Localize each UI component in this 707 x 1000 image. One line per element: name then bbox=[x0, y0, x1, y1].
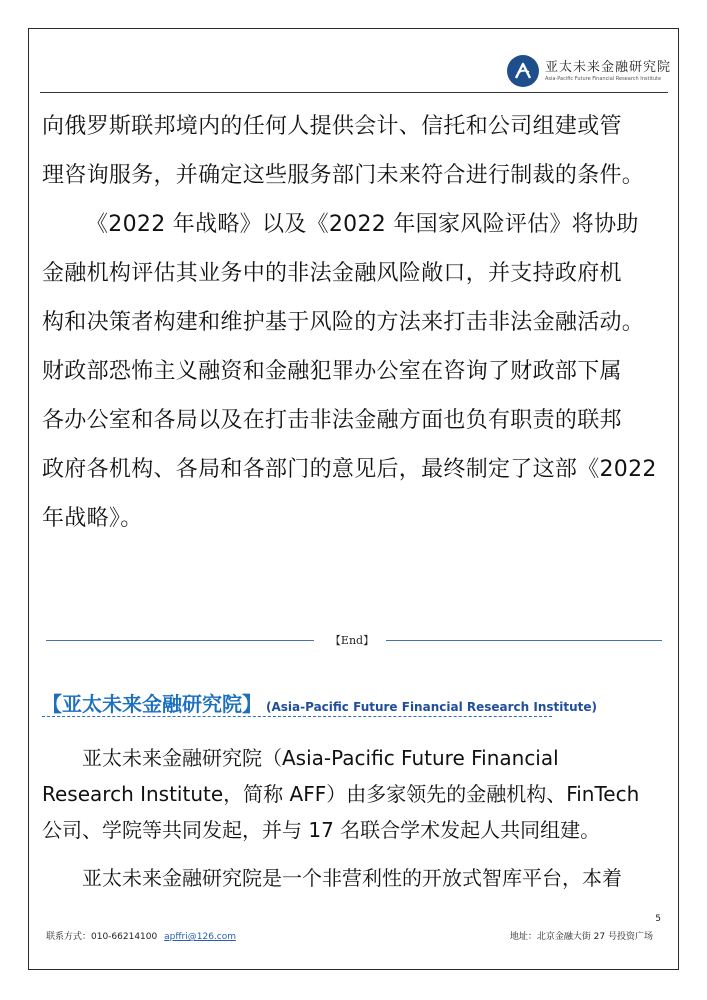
about-title-en: (Asia-Pacific Future Financial Research Institute) bbox=[266, 700, 598, 714]
body-line: 金融机构评估其业务中的非法金融风险敞口，并支持政府机 bbox=[42, 261, 622, 286]
body-text bbox=[42, 102, 666, 543]
page-number: 5 bbox=[655, 914, 661, 924]
footer-address: 地址：北京金融大街 27 号投资广场 bbox=[509, 932, 653, 942]
body-line: 《2022 年战略》以及《2022 年国家风险评估》将协助 bbox=[86, 212, 639, 237]
about-line: 亚太未来金融研究院（Asia-Pacific Future Financial bbox=[82, 746, 559, 770]
end-marker: 【End】 bbox=[329, 634, 375, 647]
about-line: 亚太未来金融研究院是一个非营利性的开放式智库平台，本着 bbox=[82, 866, 622, 890]
footer-contact bbox=[46, 929, 236, 942]
logo-name-cn: 亚太未来金融研究院 bbox=[544, 59, 671, 75]
body-line: 财政部恐怖主义融资和金融犯罪办公室在咨询了财政部下属 bbox=[42, 359, 622, 384]
logo-name-en: Asia-Pacific Future Financial Research Institute bbox=[544, 75, 662, 82]
aff-logo-icon bbox=[507, 55, 539, 87]
end-marker-row bbox=[46, 630, 662, 652]
about-section-title bbox=[42, 688, 662, 717]
footer-email-link[interactable]: apffri@126.com bbox=[164, 932, 237, 942]
body-line: 构和决策者构建和维护基于风险的方法来打击非法金融活动。 bbox=[42, 310, 645, 335]
header-divider bbox=[40, 92, 668, 93]
about-title-cn: 【亚太未来金融研究院】 bbox=[42, 692, 262, 716]
about-text bbox=[42, 740, 664, 896]
body-line: 政府各机构、各局和各部门的意见后，最终制定了这部《2022 bbox=[42, 457, 657, 482]
body-line: 向俄罗斯联邦境内的任何人提供会计、信托和公司组建或管 bbox=[42, 114, 622, 139]
about-line: Research Institute，简称 AFF）由多家领先的金融机构、FinTech bbox=[42, 782, 640, 806]
body-line: 各办公室和各局以及在打击非法金融方面也负有职责的联邦 bbox=[42, 408, 622, 433]
body-line: 年战略》。 bbox=[42, 506, 143, 531]
header-logo bbox=[507, 55, 671, 87]
end-divider-right bbox=[386, 640, 662, 641]
end-divider-left bbox=[46, 640, 314, 641]
about-line: 公司、学院等共同发起，并与 17 名联合学术发起人共同组建。 bbox=[42, 818, 601, 842]
about-title-underline bbox=[42, 716, 552, 717]
footer-contact-label: 联系方式：010-66214100 bbox=[46, 932, 158, 942]
body-line: 理咨询服务，并确定这些服务部门未来符合进行制裁的条件。 bbox=[42, 163, 645, 188]
